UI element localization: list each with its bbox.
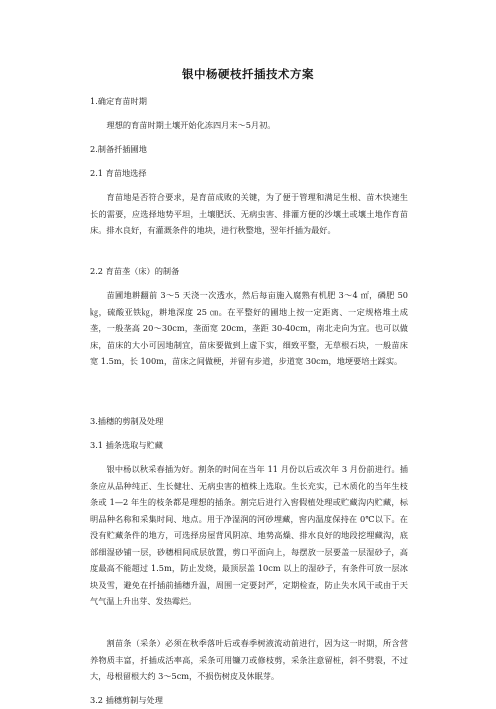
paragraph-ridge-preparation: 苗圃地耕翻前 3～5 天浇一次透水，然后每亩施入腐熟有机肥 3～4 ㎡，磷肥 50 ㎏，硫酸亚铁㎏，耕地深度 25 ㎝。在平整好的圃地上按一定距离、一定规格堆土成垄，一般垄高 20～30cm，垄面宽 20cm，垄距 30-40cm，南北走向为宜。也可以做床，苗床的大小可因地制宜，苗床要做到上虚下实，细致平整，无草根石块，一般苗床宽 1.5m，长 100m，苗床之间做梗，并留有步道，步道宽 30cm，地埂要培土踩实。 [90,290,408,366]
section-heading-3-1: 3.1 插条选取与贮藏 [90,440,163,450]
paragraph-cutting-collection: 割苗条（采条）必须在秋季落叶后或春季树液流动前进行，因为这一时期，所含营养物质丰富，扦插成活率高，采条可用镰刀或修枝剪，采条注意留桩，斜不劈裂，不过大，母根留根大约 3～5cm，不损伤树皮及休眠芽。 [90,638,408,681]
section-heading-3: 3.插穗的剪制及处理 [90,416,164,426]
section-heading-2-2: 2.2 育苗垄（床）的制备 [90,266,180,276]
section-heading-1: 1.确定育苗时期 [90,96,147,106]
section-heading-2-1: 2.1 育苗地选择 [90,168,147,178]
paragraph-cutting-storage: 银中杨以秋采春插为好。割条的时间在当年 11 月份以后或次年 3 月份前进行。插条应从品种纯正、生长健壮、无病虫害的植株上选取。生长充实，已木质化的当年生枝条或 1—2 年生的枝条都是理想的插条。割完后进行入窖假植处理或贮藏沟内贮藏，标明品种名称和采集时间、地点。用于净湿润的河砂埋藏，窖内温度保持在 0℃以下。在没有贮藏条件的地方，可选择房屋背风阴凉、地势高燥、排水良好的地段挖埋藏沟，底部细湿砂铺一层，砂穗相间成层放置，剪口平面向上，每摆放一层要盖一层湿砂子，高度最高不能超过 1.5m，防止发烧，最顶层盖 10cm 以上的湿砂子，有条件可放一层冰块及雪，避免在扦插前插穗升温，周围一定要封严，定期检查，防止失水风干或由于天气气温上升出芽、发热霉烂。 [90,464,408,606]
section-heading-2: 2.制备扦插圃地 [90,144,147,154]
section-heading-3-2: 3.2 插穗剪制与处理 [90,695,163,705]
paragraph-nursery-selection: 育苗地是否符合要求，是育苗成败的关键，为了便于管理和满足生根、苗木快速生长的需要，应选择地势平坦，土壤肥沃、无病虫害、排灌方便的沙壤土或壤土地作育苗床。排水良好，有灌溉条件的地块，进行秋整地，翌年扦插为最好。 [90,192,408,235]
document-title: 银中杨硬枝扦插技术方案 [182,67,314,81]
paragraph-seedling-period: 理想的育苗时期土壤开始化冻四月末～5月初。 [106,120,276,130]
